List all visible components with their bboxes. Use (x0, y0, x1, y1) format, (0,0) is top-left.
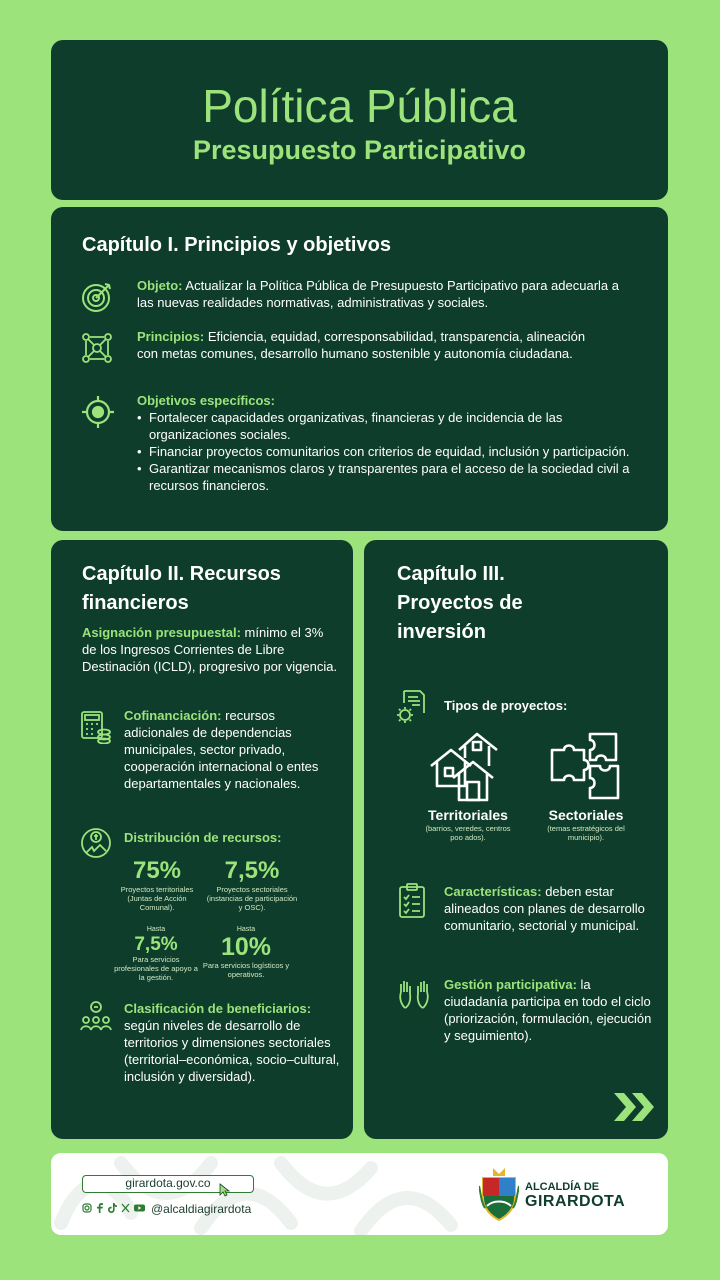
caracteristicas-text: deben estar alineados con planes de desarrollo comunitario, sectorial y municipal. (444, 884, 645, 933)
logo-line2: GIRARDOTA (525, 1193, 626, 1210)
page-title: Política Pública (202, 80, 517, 132)
decorative-pattern (51, 1153, 471, 1235)
target-icon (80, 280, 114, 314)
cofinanciacion-text: recursos adicionales de dependencias municipales, sector privado, cooperación internacional o entes departamentales y nacionales. (124, 708, 319, 791)
stat-label: Para servicios profesionales de apoyo a la gestión. (114, 955, 198, 982)
chapter2-title-line1: Capítulo II. Recursos (82, 563, 281, 585)
list-item: • Fortalecer capacidades organizativas, financieras y de incidencia de las organizaciones sociales. (137, 409, 637, 443)
social-handle[interactable]: @alcaldiagirardota (151, 1202, 252, 1216)
stat-value: 75% (132, 857, 182, 884)
asignacion-text: mínimo el 3% de los Ingresos Corrientes de Libre Destinación (ICLD), progresivo por vigencia. (82, 625, 338, 674)
stat-prefix: Hasta (236, 926, 256, 933)
objetivos-label: Objetivos específicos: (137, 393, 275, 408)
x-icon[interactable] (121, 1200, 130, 1218)
stat-7-5-sectoriales (206, 857, 298, 912)
social-row (82, 1201, 251, 1217)
clasificacion-text: según niveles de desarrollo de territorios y dimensiones sectoriales (territorial–económica, socio–cultural, inclusión y diversidad). (124, 1018, 340, 1084)
chapter1-card (51, 207, 668, 531)
document-gear-icon (396, 687, 428, 725)
calculator-coins-icon (80, 710, 112, 744)
stat-7-5-profesionales (111, 926, 201, 982)
chapter3-title-line3: inversión (397, 621, 486, 643)
sectoriales-label: Sectoriales (548, 807, 624, 823)
stat-value: 7,5% (134, 934, 178, 955)
chapter2-title-line2: financieros (82, 592, 189, 614)
tiktok-icon[interactable] (108, 1200, 117, 1218)
asignacion-block (82, 624, 340, 675)
tipos-label: Tipos de proyectos: (444, 698, 568, 713)
stat-value: 7,5% (224, 857, 280, 884)
principios-text: Eficiencia, equidad, corresponsabilidad, transparencia, alineación con metas comunes, desarrollo humano sostenible y autonomía ciudadana. (137, 329, 586, 361)
chapter3-card (364, 540, 668, 1139)
chapter3-title-line1: Capítulo III. (397, 563, 505, 585)
clasificacion-label: Clasificación de beneficiarios: (124, 1001, 312, 1016)
sectoriales-desc: (temas estratégicos del municipio). (547, 824, 625, 842)
cofinanciacion-block (124, 707, 336, 792)
principios-label: Principios: (137, 329, 205, 344)
territoriales-label: Territoriales (428, 807, 508, 823)
chapter2-title (82, 560, 281, 618)
website-text: girardota.gov.co (125, 1176, 211, 1190)
stat-label: Para servicios logísticos y operativos. (202, 961, 290, 979)
stat-label: Proyectos sectoriales (instancias de participación y OSC). (206, 885, 298, 912)
gestion-text: la ciudadanía participa en todo el ciclo (priorización, formulación, ejecución y seguimiento). (444, 977, 652, 1043)
objeto-label: Objeto: (137, 278, 183, 293)
checklist-icon (398, 883, 428, 919)
chapter1-title: Capítulo I. Principios y objetivos (82, 234, 391, 256)
money-distribution-icon (80, 827, 112, 859)
stat-prefix: Hasta (146, 926, 166, 933)
beneficiaries-icon (80, 1000, 112, 1032)
chapter2-card (51, 540, 353, 1139)
stat-value: 10% (220, 933, 272, 961)
distribucion-label: Distribución de recursos: (124, 830, 282, 845)
cursor-icon (219, 1183, 231, 1197)
principios-block (137, 328, 607, 362)
stat-10 (201, 926, 291, 979)
list-item: • Financiar proyectos comunitarios con criterios de equidad, inclusión y participación. (137, 443, 637, 460)
instagram-icon[interactable] (82, 1200, 92, 1218)
next-arrows-icon[interactable] (612, 1091, 658, 1123)
gestion-label: Gestión participativa: (444, 977, 577, 992)
coat-of-arms-logo (479, 1166, 519, 1222)
logo-line1: ALCALDÍA DE (525, 1181, 600, 1193)
objeto-text: Actualizar la Política Pública de Presupuesto Participativo para adecuarla a las nuevas realidades normativas, administrativas y sociales. (137, 278, 619, 310)
stat-label: Proyectos territoriales (Juntas de Acción Comunal). (120, 885, 194, 912)
youtube-icon[interactable] (134, 1200, 145, 1218)
objetivos-block (137, 392, 637, 494)
logo-text (525, 1181, 625, 1211)
puzzle-icon (550, 730, 622, 802)
footer-bar (51, 1153, 668, 1235)
stat-75 (113, 857, 201, 912)
objetivos-list (137, 409, 637, 494)
header-card (51, 40, 668, 200)
houses-icon (427, 730, 507, 802)
chapter3-title-line2: Proyectos de (397, 592, 523, 614)
territoriales-desc: (barrios, veredes, centros poo ados). (425, 824, 511, 842)
facebook-icon[interactable] (96, 1200, 104, 1218)
network-icon (80, 331, 114, 365)
caracteristicas-label: Características: (444, 884, 542, 899)
cofinanciacion-label: Cofinanciación: (124, 708, 222, 723)
gestion-block (444, 976, 654, 1044)
asignacion-label: Asignación presupuestal: (82, 625, 241, 640)
raised-hands-icon (397, 978, 431, 1012)
crosshair-icon (81, 395, 115, 429)
chapter3-title (397, 560, 523, 647)
page-subtitle: Presupuesto Participativo (192, 135, 527, 165)
caracteristicas-block (444, 883, 654, 934)
objeto-block (137, 277, 637, 311)
list-item: • Garantizar mecanismos claros y transparentes para el acceso de la sociedad civil a recursos financieros. (137, 460, 637, 494)
clasificacion-block (124, 1000, 346, 1085)
